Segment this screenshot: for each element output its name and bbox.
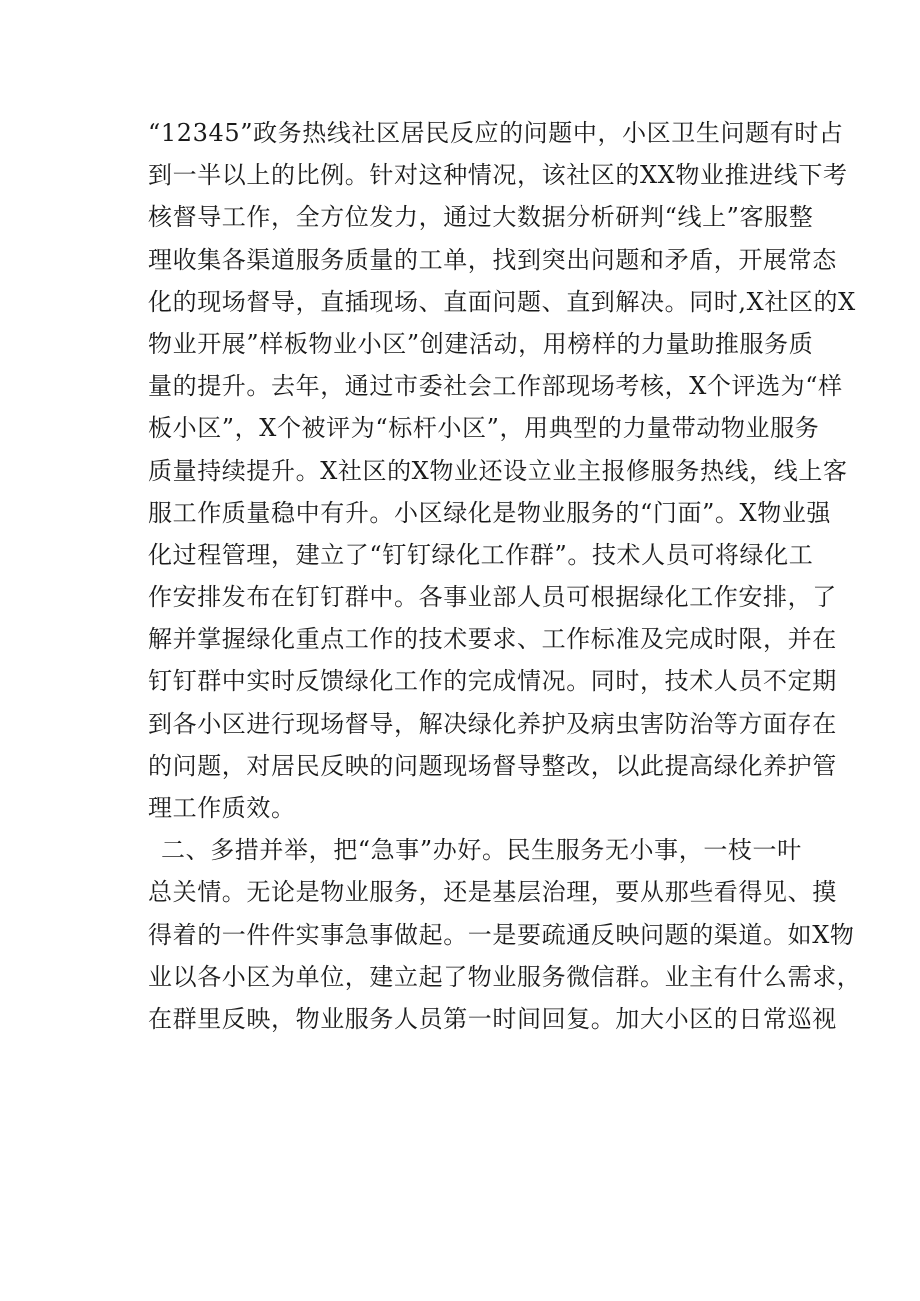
paragraph-1-line-4: 理收集各渠道服务质量的工单，找到突出问题和矛盾，开展常态 [148, 245, 837, 274]
paragraph-1 [148, 112, 856, 829]
paragraph-2-line-2: 总关情。无论是物业服务，还是基层治理，要从那些看得见、摸 [148, 878, 837, 907]
paragraph-1-line-14: 钉钉群中实时反馈绿化工作的完成情况。同时，技术人员不定期 [148, 667, 837, 696]
paragraph-1-line-3: 核督导工作，全方位发力，通过大数据分析研判“线上”客服整 [148, 203, 814, 232]
document-body [148, 112, 862, 1040]
paragraph-1-line-6: 物业开展”样板物业小区”创建活动，用榜样的力量助推服务质 [148, 329, 814, 358]
paragraph-2-line-4: 业以各小区为单位，建立起了物业服务微信群。业主有什么需求， [148, 962, 862, 991]
paragraph-1-line-16: 的问题，对居民反映的问题现场督导整改，以此提高绿化养护管 [148, 751, 837, 780]
paragraph-1-line-7: 量的提升。去年，通过市委社会工作部现场考核，X个评选为“样 [148, 372, 843, 401]
paragraph-2-line-1: 二、多措并举，把“急事”办好。民生服务无小事，一枝一叶 [161, 836, 802, 865]
paragraph-1-line-13: 解并掌握绿化重点工作的技术要求、工作标准及完成时限，并在 [148, 625, 837, 654]
paragraph-1-line-15: 到各小区进行现场督导，解决绿化养护及病虫害防治等方面存在 [148, 709, 837, 738]
paragraph-1-line-1: “12345”政务热线社区居民反应的问题中，小区卫生问题有时占 [148, 119, 844, 147]
paragraph-1-line-17: 理工作质效。 [148, 794, 296, 822]
paragraph-1-line-12: 作安排发布在钉钉群中。各事业部人员可根据绿化工作安排，了 [148, 583, 837, 612]
paragraph-2-line-5: 在群里反映，物业服务人员第一时间回复。加大小区的日常巡视 [148, 1004, 837, 1033]
paragraph-1-line-10: 服工作质量稳中有升。小区绿化是物业服务的“门面”。X物业强 [148, 498, 832, 527]
paragraph-1-line-5: 化的现场督导，直插现场、直面问题、直到解决。同时,X社区的X [148, 287, 856, 316]
paragraph-1-line-2: 到一半以上的比例。针对这种情况，该社区的XX物业推进线下考 [148, 161, 848, 190]
paragraph-1-line-8: 板小区”，X个被评为“标杆小区”，用典型的力量带动物业服务 [148, 414, 820, 443]
paragraph-1-line-11: 化过程管理，建立了“钉钉绿化工作群”。技术人员可将绿化工 [148, 540, 814, 569]
paragraph-2-line-3: 得着的一件件实事急事做起。一是要疏通反映问题的渠道。如X物 [148, 920, 855, 949]
paragraph-2 [148, 829, 862, 1040]
paragraph-1-line-9: 质量持续提升。X社区的X物业还设立业主报修服务热线，线上客 [148, 456, 848, 485]
